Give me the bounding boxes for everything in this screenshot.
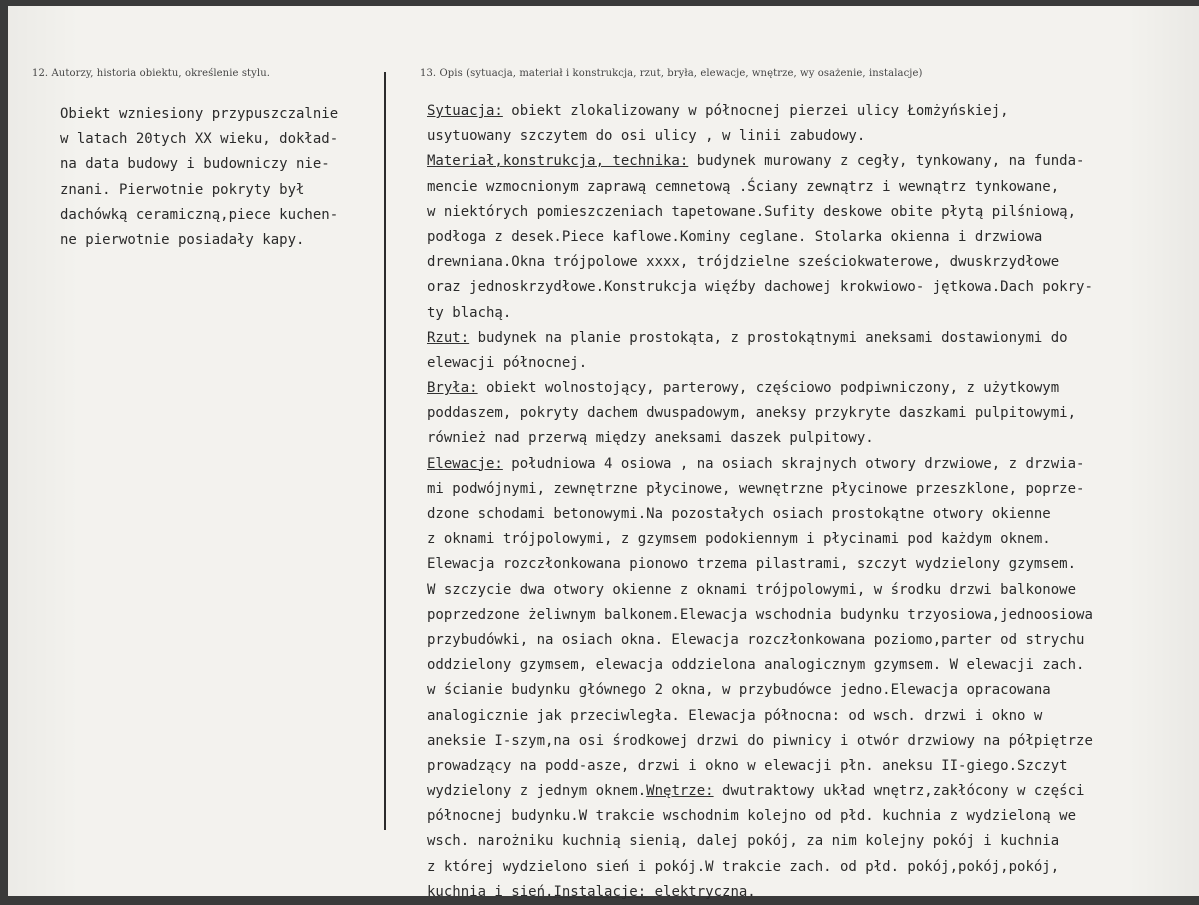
description-line (427, 301, 1093, 326)
line-text: przybudówki, na osiach okna. Elewacja rozczłonkowana poziomo,parter od strychu (427, 631, 1085, 648)
line-text: w niektórych pomieszczeniach tapetowane.Sufity deskowe obite płytą pilśniową, (427, 203, 1077, 220)
line-text: podłoga z desek.Piece kaflowe.Kominy ceglane. Stolarka okienna i drzwiowa (427, 228, 1043, 245)
description-line (427, 99, 1093, 124)
line-text: północnej budynku.W trakcie wschodnim kolejno od płd. kuchnia z wydzieloną we (427, 808, 1077, 825)
line-text: z której wydzielono sień i pokój.W trakcie zach. od płd. pokój,pokój,pokój, (427, 858, 1060, 875)
line-text: poprzedzone żeliwnym balkonem.Elewacja wschodnia budynku trzyosiowa,jednoosiowa (427, 606, 1093, 623)
description-text (427, 99, 1093, 905)
line-text: elektryczna. (646, 883, 756, 900)
section-12-header: 12. Autorzy, historia obiektu, określenie stylu. (32, 68, 271, 79)
history-line: Obiekt wzniesiony przypuszczalnie (60, 106, 339, 122)
description-line (427, 124, 1093, 149)
history-text (60, 102, 338, 253)
history-line: dachówką ceramiczną,piece kuchen- (60, 206, 339, 223)
section-heading: Wnętrze: (646, 783, 714, 800)
description-line (427, 779, 1093, 804)
description-line (427, 326, 1093, 351)
section-heading: Sytuacja: (427, 103, 503, 119)
line-text: drewniana.Okna trójpolowe xxxx, trójdzielne sześciokwaterowe, dwuskrzydłowe (427, 254, 1060, 271)
history-line: na data budowy i budowniczy nie- (60, 156, 330, 173)
line-text: budynek murowany z cegły, tynkowany, na funda- (688, 153, 1085, 170)
line-text: południowa 4 osiowa , na osiach skrajnych otwory drzwiowe, z drzwia- (502, 455, 1085, 472)
line-text: oraz jednoskrzydłowe.Konstrukcja więźby dachowej krokwiowo- jętkowa.Dach pokry- (427, 279, 1093, 296)
line-text: oddzielony gzymsem, elewacja oddzielona analogicznym gzymsem. W elewacji zach. (427, 657, 1085, 674)
description-line (427, 477, 1093, 502)
history-line: w latach 20tych XX wieku, dokład- (60, 131, 339, 148)
line-text: obiekt wolnostojący, parterowy, częściowo podpiwniczony, z użytkowym (477, 380, 1060, 397)
column-divider (384, 72, 386, 830)
line-text: aneksie I-szym,na osi środkowej drzwi do piwnicy i otwór drzwiowy na półpiętrze (427, 732, 1093, 749)
description-line (427, 175, 1093, 200)
line-text: ty blachą. (427, 304, 512, 321)
line-text: dzone schodami betonowymi.Na pozostałych osiach prostokątne otwory okienne (427, 506, 1051, 522)
line-text: mencie wzmocnionym zaprawą cemnetową .Ściany zewnątrz i wewnątrz tynkowane, (427, 178, 1060, 195)
section-heading: Materiał,konstrukcja, technika: (427, 153, 689, 170)
section-heading: Bryła: (427, 380, 478, 397)
line-text: wydzielony z jednym oknem. (427, 783, 647, 800)
line-text: elewacji północnej. (427, 354, 588, 371)
description-line (427, 401, 1093, 426)
description-line (427, 704, 1093, 729)
description-line (427, 628, 1093, 653)
description-line (427, 578, 1093, 603)
line-text: usytuowany szczytem do osi ulicy , w linii zabudowy. (427, 128, 866, 145)
description-line (427, 149, 1093, 174)
description-line (427, 855, 1093, 880)
description-line (427, 552, 1093, 577)
line-text: poddaszem, pokryty dachem dwuspadowym, aneksy przykryte daszkami pulpitowymi, (427, 405, 1077, 422)
history-line: ne pierwotnie posiadały kapy. (60, 231, 305, 248)
line-text: dwutraktowy układ wnętrz,zakłócony w części (713, 783, 1085, 800)
description-line (427, 678, 1093, 703)
line-text: w ścianie budynku głównego 2 okna, w przybudówce jedno.Elewacja opracowana (427, 682, 1051, 699)
section-13-header: 13. Opis (sytuacja, materiał i konstrukcja, rzut, bryła, elewacje, wnętrze, wy osażenie, instalacje) (420, 68, 923, 79)
description-line (427, 653, 1093, 678)
description-line (427, 603, 1093, 628)
section-heading: Elewacje: (427, 455, 503, 472)
description-line (427, 754, 1093, 779)
line-text: mi podwójnymi, zewnętrzne płycinowe, wewnętrzne płycinowe przeszklone, poprze- (427, 480, 1085, 497)
description-line (427, 729, 1093, 754)
section-heading: Instalacje: (553, 883, 647, 900)
line-text: budynek na planie prostokąta, z prostokątnymi aneksami dostawionymi do (469, 329, 1068, 346)
line-text: Elewacja rozczłonkowana pionowo trzema pilastrami, szczyt wydzielony gzymsem. (427, 556, 1077, 573)
line-text: prowadzący na podd-asze, drzwi i okno w elewacji płn. aneksu II-giego.Szczyt (427, 757, 1068, 774)
section-heading: Rzut: (427, 329, 470, 346)
description-line (427, 527, 1093, 552)
history-line: znani. Pierwotnie pokryty był (60, 181, 305, 198)
description-line (427, 275, 1093, 300)
description-line (427, 452, 1093, 477)
description-line (427, 426, 1093, 451)
description-line (427, 250, 1093, 275)
description-line (427, 804, 1093, 829)
line-text: obiekt zlokalizowany w północnej pierzei ulicy Łomżyńskiej, (502, 103, 1009, 119)
description-line (427, 502, 1093, 527)
description-line (427, 200, 1093, 225)
document-sheet (8, 6, 1199, 900)
description-line (427, 225, 1093, 250)
line-text: również nad przerwą między aneksami daszek pulpitowy. (427, 430, 874, 447)
description-line (427, 880, 1093, 905)
line-text: W szczycie dwa otwory okienne z oknami trójpolowymi, w środku drzwi balkonowe (427, 581, 1077, 598)
line-text: kuchnia i sień. (427, 883, 554, 900)
description-line (427, 829, 1093, 854)
line-text: analogicznie jak przeciwległa. Elewacja północna: od wsch. drzwi i okno w (427, 707, 1043, 724)
description-line (427, 351, 1093, 376)
line-text: wsch. narożniku kuchnią sienią, dalej pokój, za nim kolejny pokój i kuchnia (427, 833, 1060, 850)
line-text: z oknami trójpolowymi, z gzymsem podokiennym i płycinami pod każdym oknem. (427, 531, 1051, 548)
description-line (427, 376, 1093, 401)
